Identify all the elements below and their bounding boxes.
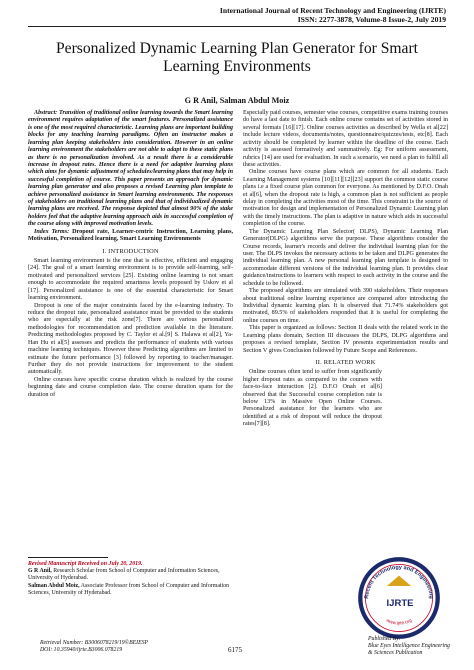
author-affiliation-1 <box>28 568 238 582</box>
footnotes <box>28 561 238 597</box>
logo-ring-top: Recent Technology and Engineering <box>364 564 434 600</box>
paper-title: Personalized Dynamic Learning Plan Generator for Smart Learning Environments <box>56 40 418 75</box>
intro-paragraph: This paper is organized as follows: Section II deals with the related work in the Learning plans domain, Section III discusses the DLPS, DLPG algorithms and proposes a revised template, Section IV presents experimentation results and Section V gives Conclusion followed by Future Scope and References. <box>243 325 448 354</box>
intro-paragraph: Online courses have specific course duration which is realized by the course beginning date and course completion date. The course duration spans for the duration of <box>28 376 233 398</box>
intro-paragraph: The Dynamic Learning Plan Selector( DLPS), Dynamic Learning Plan Generator(DLPG) algorithms serve the purpose. These algorithms consider the Course records, learner's records and deliver the individual learning plan for the user. The DLPS invokes the necessary actions to be taken and DLPG generates the individual learning plan. A new personal learning plan template is designed to accommodate different versions of the individual learning plan. It provides clear guidance/instructions to learners with respect to each activity in the course and the schedule to be followed. <box>243 228 448 287</box>
published-by: Published By: <box>368 636 401 642</box>
abstract-lead: Abstract: <box>34 110 59 116</box>
author1-name: G R Anil, <box>28 568 52 575</box>
journal-issn: ISSN: 2277-3878, Volume-8 Issue-2, July 2019 <box>297 15 446 24</box>
journal-name: International Journal of Recent Technology and Engineering (IJRTE) <box>219 6 446 15</box>
footnote-rule <box>28 557 108 558</box>
index-terms-text: Dropout rate, Learner-centric Instruction, Learning plans, Motivation, Personalized learning, Smart Learning Environments <box>28 228 234 243</box>
intro-paragraph: Online courses have course plans which are common for all students. Each Learning Management systems [10][11][12][23] support the common static course plans i.e a fixed course plan common for everyone. As mentioned by D.F.O. Onah et al[6], when the dropout rate is high, a common plan is not sufficient as people delay in completing the activities most of the time. This constraint is the source of motivation for design and implementation of Personalized Dynamic Learning plan with the timely instructions. The plan is adaptive in nature which aids in successful completion of the course. <box>243 169 448 228</box>
publisher-line-1: Blue Eyes Intelligence Engineering <box>368 643 450 650</box>
intro-paragraph: Especially paid courses, semester wise courses, competitive exams training courses do have a last date to finish. Each online course contains set of activities stored in several formats [16][17]. Online courses activities as described by Wella et al[22] include lecture videos, documents/notes, questionnaire/quizzes/tests, etc[8]. Each activity should be completed by learner within the deadline of the course. Each activity is assessed formatively and summatively. Eg: For uniform assessment, rubrics [14] are used for evaluation. In such a scenario, we need a plan to fulfill all these activities. <box>243 110 448 168</box>
publisher-info <box>368 636 450 658</box>
page-number: 6175 <box>228 646 242 654</box>
right-column <box>243 110 448 429</box>
section-heading-introduction: I. INTRODUCTION <box>102 247 159 255</box>
intro-paragraph: Dropout is one of the major constraints faced by the e-learning industry. To reduce the dropout rate, personalized assistance must be provided to the students who are especially at the risk zone[7]. There are various personalized methodologies for recommendation and prediction available in the literature. Predicting methodologies proposed by C. Taylor et al.[9] S. Halawa et al[2], Ya-Han Hu et al[5] assesses and predicts the performance of students with various machine learning techniques. However these Predicting algorithms are limited to estimate the future performance [3] followed by reporting to teacher/manager. Further they do not provide instructions for improvement to the student automatically. <box>28 302 233 376</box>
abstract <box>28 110 233 229</box>
journal-header <box>220 6 446 24</box>
doi: DOI: 10.35940/ijrte.B3006.078219 <box>40 647 123 654</box>
index-terms <box>28 229 233 244</box>
author-affiliation-2 <box>28 583 238 597</box>
left-column <box>28 110 233 399</box>
retrieval-info <box>40 640 148 655</box>
index-terms-lead: Index Terms: <box>34 228 73 235</box>
paper-authors: G R Anil, Salman Abdul Moiz <box>184 96 290 105</box>
revised-date: Revised Manuscript Received on July 20, 2019. <box>28 561 143 567</box>
intro-paragraph: Smart learning environment is the one that is effective, efficient and engaging [24]. The goal of a smart learning environment is to provide self-learning, self-motivated and personalized services [25]. Existing online learning is not smart enough to accommodate the required smartness levels proposed by Uskov et al [17]. Personalized assistance is one of the essential characteristic for Smart learning environment. <box>28 258 233 302</box>
intro-paragraph: The proposed algorithms are simulated with 390 stakeholders. Their responses about traditional online learning experience are compared after introducing the Individual dynamic learning plan. It is observed that 71.74% stakeholders got motivated, 89.5% of stakeholders responded that it is useful for completing the online courses on time. <box>243 288 448 324</box>
author1-affiliation: Research Scholar from School of Computer and Information Sciences, University of Hyderabad. <box>28 568 220 582</box>
publisher-line-2: & Sciences Publication <box>368 650 423 657</box>
header-rule <box>28 26 446 27</box>
logo-text: IJRTE <box>386 598 414 609</box>
abstract-text: Transition of traditional online learning towards the Smart learning environment requires adaptation of the smart features. Personalized assistance is one of the most required characteristic. Learning plans are important building blocks for any teaching learning paradigms. Often an instructor makes a learning plan keeping stakeholders into consideration. However in an online learning environment the stakeholders are not able to adapt to these static plans as there is no personalization involved. As a result there is a considerable increase in dropout rates. Hence there is a need for adaptive learning plans which aims for dynamic adjustment of schedules/learning plans that may help in successful completion of course. This paper presents an approach for dynamic learning plan generator and also proposes a revised Learning plan template to achieve personalized assistance in Smart learning environments. The responses of stakeholders on traditional learning plans and that of individualized dynamic learning plans are received. The response depicted that almost 90% of the stake holders feel that the adaptive learning approach aids in successful completion of the course along with improved motivation levels. <box>28 110 233 228</box>
retrieval-number: Retrieval Number: B3006078219/19©BEIESP <box>40 640 149 646</box>
related-paragraph: Online courses often tend to suffer from significantly higher dropout rates as compared to the courses with face-to-face interaction [2]. D.F.O Onah et al[6] observed that the Successful course completion rate is below 13% in Massive Open Online Courses. Personalized assistance for the learners who are identified at a risk of dropout will reduce the dropout rates[7][8]. <box>243 369 382 428</box>
section-heading-related-work: II. RELATED WORK <box>315 358 376 366</box>
author2-name: Salman Abdul Moiz, <box>28 582 80 589</box>
logo-ring-bottom: www.ijrte.org <box>385 618 413 627</box>
author2-affiliation: Associate Professor from School of Computer and Information Sciences, University of Hyderabad. <box>28 582 230 596</box>
